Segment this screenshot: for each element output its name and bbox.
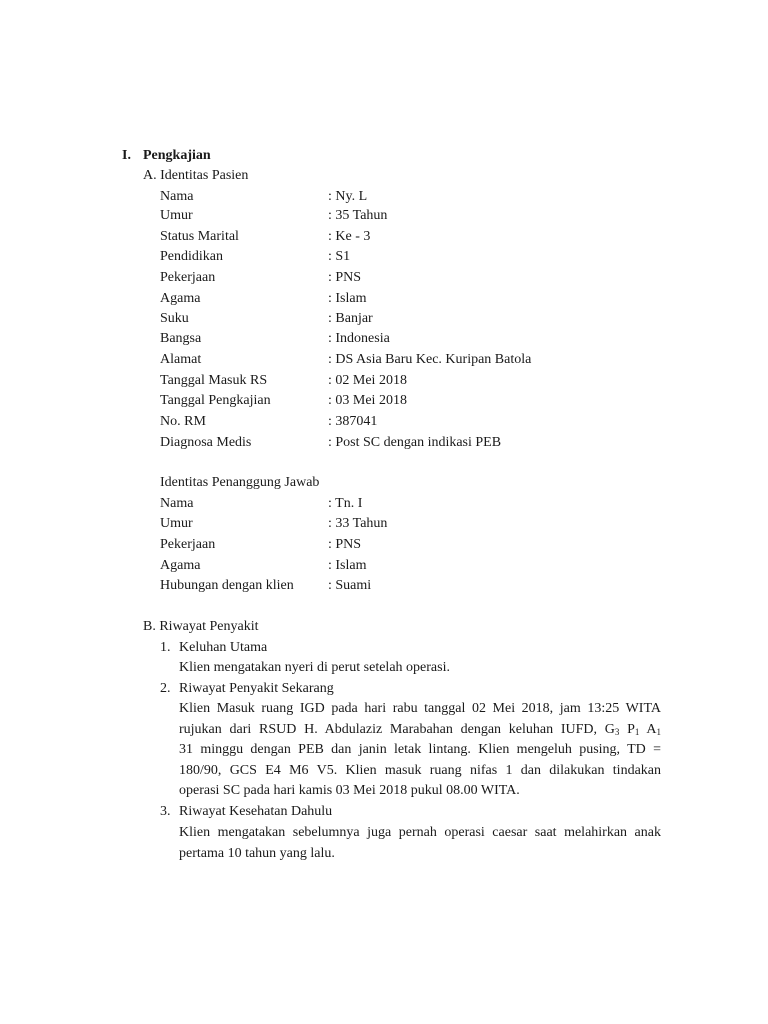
abortus-letter: A (646, 721, 657, 737)
field-label: Bangsa (160, 331, 202, 346)
field-value: : Suami (328, 578, 372, 593)
field-label: Tanggal Pengkajian (160, 393, 271, 408)
field-label: Tanggal Masuk RS (160, 373, 268, 388)
item-title: Riwayat Penyakit Sekarang (179, 681, 334, 696)
section-title: Pengkajian (143, 148, 211, 163)
field-label: Hubungan dengan klien (160, 578, 294, 593)
penanggung-jawab-heading: Identitas Penanggung Jawab (160, 475, 320, 490)
item-title: Keluhan Utama (179, 640, 268, 655)
field-label: Suku (160, 311, 189, 326)
paragraph-line: Klien Masuk ruang IGD pada hari rabu tanggal 02 Mei 2018, jam 13:25 WITA (179, 701, 661, 716)
paragraph-line (179, 720, 661, 741)
field-value: : 02 Mei 2018 (328, 373, 407, 388)
item-number: 2. (160, 681, 171, 696)
item-paragraph (179, 823, 661, 864)
item-number: 1. (160, 640, 171, 655)
field-label: No. RM (160, 414, 206, 429)
field-value: : Indonesia (328, 331, 390, 346)
field-label: Pendidikan (160, 249, 223, 264)
field-value: : Ke - 3 (328, 229, 371, 244)
field-label: Alamat (160, 352, 202, 367)
field-value: : 35 Tahun (328, 208, 388, 223)
field-label: Umur (160, 208, 193, 223)
field-value: : Banjar (328, 311, 373, 326)
section-number: I. (122, 148, 131, 163)
identitas-pasien-heading: A. Identitas Pasien (143, 168, 249, 183)
item-title: Riwayat Kesehatan Dahulu (179, 804, 333, 819)
para-letter: P (627, 721, 635, 737)
field-value: : Islam (328, 558, 367, 573)
field-value: : Tn. I (328, 496, 363, 511)
item-number: 3. (160, 804, 171, 819)
field-label: Agama (160, 291, 201, 306)
field-label: Diagnosa Medis (160, 435, 252, 450)
gravida-subscript: 3 (614, 726, 620, 737)
field-value: : Islam (328, 291, 367, 306)
field-value: : 387041 (328, 414, 378, 429)
field-value: : S1 (328, 249, 351, 264)
field-value: : 33 Tahun (328, 516, 388, 531)
field-value: : PNS (328, 270, 362, 285)
paragraph-line: Klien mengatakan sebelumnya juga pernah operasi caesar saat melahirkan anak (179, 825, 661, 840)
item-paragraph (179, 699, 661, 802)
paragraph-line: pertama 10 tahun yang lalu. (179, 845, 335, 861)
field-label: Umur (160, 516, 193, 531)
paragraph-line: 31 minggu dengan PEB dan janin letak lintang. Klien mengeluh pusing, TD = (179, 742, 661, 758)
field-label: Agama (160, 558, 201, 573)
field-value: : PNS (328, 537, 362, 552)
paragraph-line: 180/90, GCS E4 M6 V5. Klien masuk ruang nifas 1 dan dilakukan tindakan (179, 762, 661, 778)
paragraph-line: operasi SC pada hari kamis 03 Mei 2018 pukul 08.00 WITA. (179, 783, 520, 799)
abortus-subscript: 1 (656, 726, 661, 737)
paragraph-line-text: rujukan dari RSUD H. Abdulaziz Marabahan dengan keluhan IUFD, G (179, 721, 615, 737)
field-value: : Post SC dengan indikasi PEB (328, 435, 502, 450)
field-value: : 03 Mei 2018 (328, 393, 407, 408)
field-label: Status Marital (160, 229, 239, 244)
para-subscript: 1 (634, 726, 640, 737)
field-label: Nama (160, 496, 194, 511)
item-paragraph: Klien mengatakan nyeri di perut setelah operasi. (179, 660, 450, 675)
riwayat-penyakit-heading: B. Riwayat Penyakit (143, 619, 259, 634)
field-label: Pekerjaan (160, 270, 216, 285)
field-label: Pekerjaan (160, 537, 216, 552)
field-value: : Ny. L (328, 189, 368, 204)
field-label: Nama (160, 189, 194, 204)
field-value: : DS Asia Baru Kec. Kuripan Batola (328, 352, 532, 367)
